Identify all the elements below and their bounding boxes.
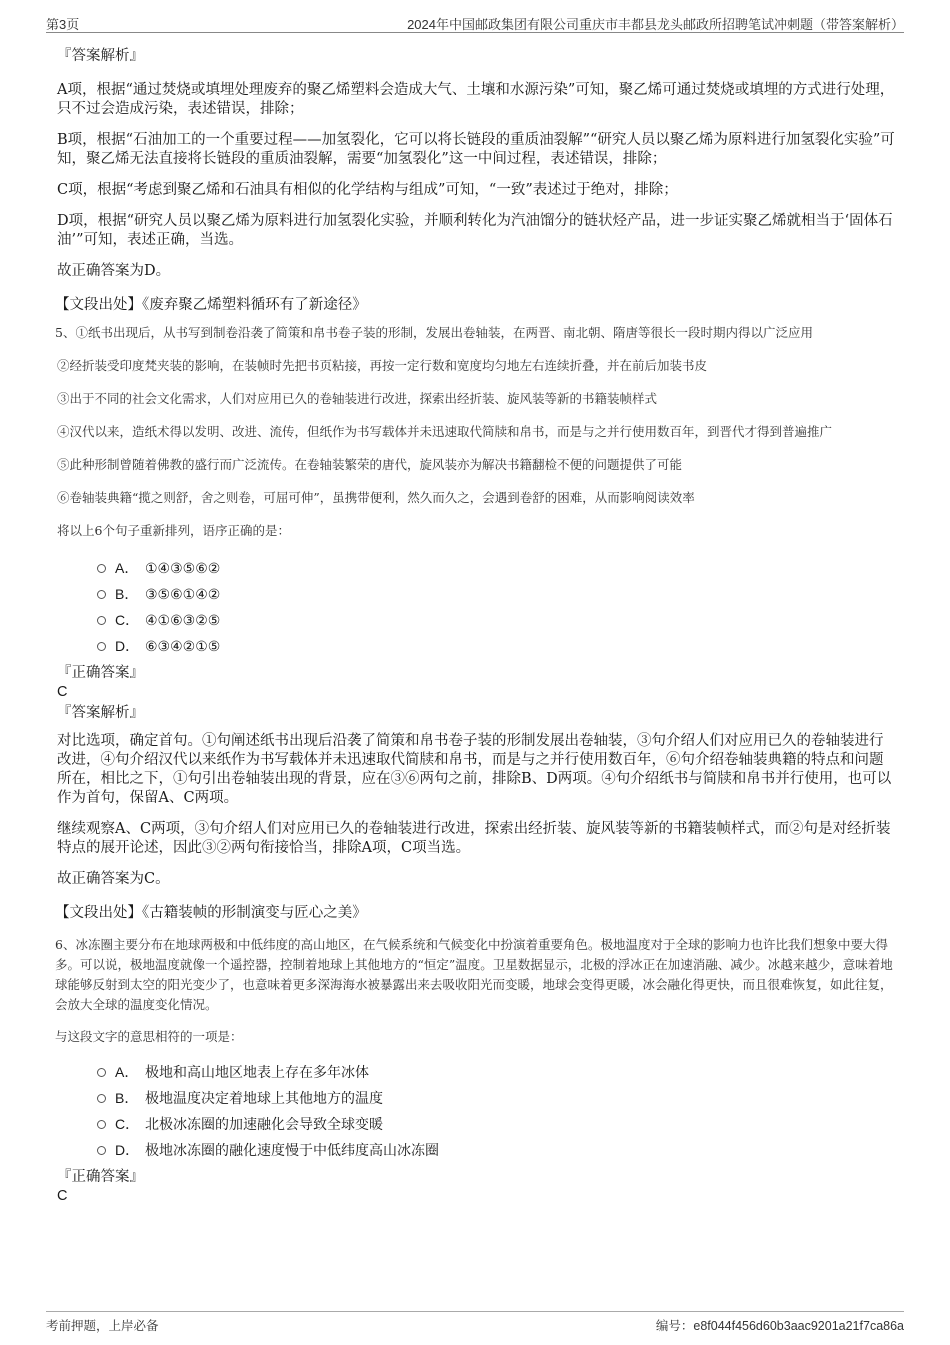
option-key: A． [115,1064,139,1080]
page-number: 第3页 [46,17,80,32]
q6-option-a[interactable] [97,1059,897,1085]
q5-sentence-4: ④汉代以来，造纸术得以发明、改进、流传，但纸作为书写载体并未迅速取代简牍和帛书，而是与之并行使用数百年，到晋代才得到普遍推广 [57,424,833,439]
q5-analysis-2: 继续观察A、C两项，③句介绍人们对应用已久的卷轴装进行改进，探索出经折装、旋风装等新的书籍装帧样式，而②句是对经折装特点的展开论述，因此③②两句衔接恰当，排除A项，C项当选。 [57,821,891,856]
q5-answer-label: 『正确答案』 [57,665,144,681]
option-key: D． [115,638,140,654]
q5-conclusion: 故正确答案为C。 [57,871,170,887]
radio-icon[interactable] [97,590,106,599]
q5-option-d[interactable] [97,633,897,659]
q4-analysis-b: B项，根据“石油加工的一个重要过程——加氢裂化，它可以将长链段的重质油裂解”“研究人员以聚乙烯为原料进行加氢裂化实验”可知，聚乙烯无法直接将长链段的重质油裂解，需要“加氢裂化”这一中间过程，表述错误，排除； [57,132,895,167]
q5-sentence-6: ⑥卷轴装典籍“揽之则舒，舍之则卷，可屈可伸”，虽携带便利，然久而久之，会遇到卷舒的困难，从而影响阅读效率 [57,490,695,505]
option-key: D． [115,1142,140,1158]
radio-icon[interactable] [97,1120,106,1129]
radio-icon[interactable] [97,1094,106,1103]
q5-sentence-1: 5、①纸书出现后，从书写到制卷沿袭了简策和帛书卷子装的形制，发展出卷轴装，在两晋、南北朝、隋唐等很长一段时期内得以广泛应用 [55,325,813,340]
radio-icon[interactable] [97,1068,106,1077]
option-key: C． [115,1116,140,1132]
option-text: 极地和高山地区地表上存在多年冰体 [145,1065,369,1081]
option-text: 极地冰冻圈的融化速度慢于中低纬度高山冰冻圈 [145,1143,439,1159]
q5-answer: C [57,684,68,700]
option-text: ⑥③④②①⑤ [145,639,221,655]
q6-option-b[interactable] [97,1085,897,1111]
option-key: C． [115,612,140,628]
q6-answer: C [57,1188,68,1204]
radio-icon[interactable] [97,616,106,625]
q6-option-c[interactable] [97,1111,897,1137]
q4-analysis-c: C项，根据“考虑到聚乙烯和石油具有相似的化学结构与组成”可知，“一致”表述过于绝对，排除； [57,182,678,198]
page-footer [46,1311,904,1336]
q6-options [97,1059,897,1163]
q5-option-c[interactable] [97,607,897,633]
q6-prompt: 与这段文字的意思相符的一项是： [55,1029,243,1044]
q6-stem: 6、冰冻圈主要分布在地球两极和中低纬度的高山地区，在气候系统和气候变化中扮演着重要角色。极地温度对于全球的影响力也许比我们想象中要大得多。可以说，极地温度就像一个遥控器，控制着地球上其他地方的“恒定”温度。卫星数据显示，北极的浮冰正在加速消融、减少。冰越来越少，意味着地球能够反射到太空的阳光变少了，也意味着更多深海海水被暴露出来去吸收阳光而变暖，地球会变得更暖，冰会融化得更快，而且很难恢复，如此往复，会放大全球的温度变化情况。 [55,937,893,1012]
option-text: ④①⑥③②⑤ [145,613,221,629]
q4-source: 【文段出处】《废弃聚乙烯塑料循环有了新途径》 [55,297,367,313]
footer-code: 编号：e8f044f456d60b3aac9201a21f7ca86a [655,1319,904,1333]
q6-answer-label: 『正确答案』 [57,1169,144,1185]
option-text: 极地温度决定着地球上其他地方的温度 [145,1091,383,1107]
q5-sentence-5: ⑤此种形制曾随着佛教的盛行而广泛流传。在卷轴装繁荣的唐代，旋风装亦为解决书籍翻检不便的问题提供了可能 [57,457,683,472]
q4-conclusion: 故正确答案为D。 [57,263,171,279]
radio-icon[interactable] [97,1146,106,1155]
q5-analysis-label: 『答案解析』 [57,705,144,721]
q5-sentence-2: ②经折装受印度梵夹装的影响，在装帧时先把书页粘接，再按一定行数和宽度均匀地左右连续折叠，并在前后加装书皮 [57,358,708,373]
page-header [46,12,904,33]
document-title: 2024年中国邮政集团有限公司重庆市丰都县龙头邮政所招聘笔试冲刺题（带答案解析） [407,17,904,32]
document-body [57,46,897,1205]
q4-analysis-label: 『答案解析』 [57,48,144,64]
q5-sentence-3: ③出于不同的社会文化需求，人们对应用已久的卷轴装进行改进，探索出经折装、旋风装等新的书籍装帧样式 [57,391,658,406]
option-text: ①④③⑤⑥② [145,561,221,577]
q4-analysis-d: D项，根据“研究人员以聚乙烯为原料进行加氢裂化实验，并顺利转化为汽油馏分的链状烃产品，进一步证实聚乙烯就相当于‘固体石油’”可知，表述正确，当选。 [57,213,893,248]
option-key: B． [115,586,139,602]
q4-analysis-a: A项，根据“通过焚烧或填埋处理废弃的聚乙烯塑料会造成大气、土壤和水源污染”可知，聚乙烯可通过焚烧或填埋的方式进行处理，只不过会造成污染，表述错误，排除； [57,82,895,117]
q5-prompt: 将以上6个句子重新排列，语序正确的是： [57,523,290,538]
q5-option-a[interactable] [97,555,897,581]
option-text: 北极冰冻圈的加速融化会导致全球变暖 [145,1117,383,1133]
option-key: B． [115,1090,139,1106]
radio-icon[interactable] [97,642,106,651]
footer-slogan: 考前押题，上岸必备 [46,1319,159,1333]
option-text: ③⑤⑥①④② [145,587,221,603]
radio-icon[interactable] [97,564,106,573]
q5-source: 【文段出处】《古籍装帧的形制演变与匠心之美》 [55,905,367,921]
q5-option-b[interactable] [97,581,897,607]
option-key: A． [115,560,139,576]
q6-option-d[interactable] [97,1137,897,1163]
q5-options [97,555,897,659]
q5-sentences [57,323,897,541]
q5-analysis-1: 对比选项，确定首句。①句阐述纸书出现后沿袭了简策和帛书卷子装的形制发展出卷轴装，③句介绍人们对应用已久的卷轴装进行改进，④句介绍汉代以来纸作为书写载体并未迅速取代简牍和帛书，而是与之并行使用数百年，⑥句介绍卷轴装典籍的特点和问题所在，相比之下，①句引出卷轴装出现的背景，应在③⑥两句之前，排除B、D两项。④句介绍纸书与简牍和帛书并行使用，也可以作为首句，保留A、C两项。 [57,733,892,806]
